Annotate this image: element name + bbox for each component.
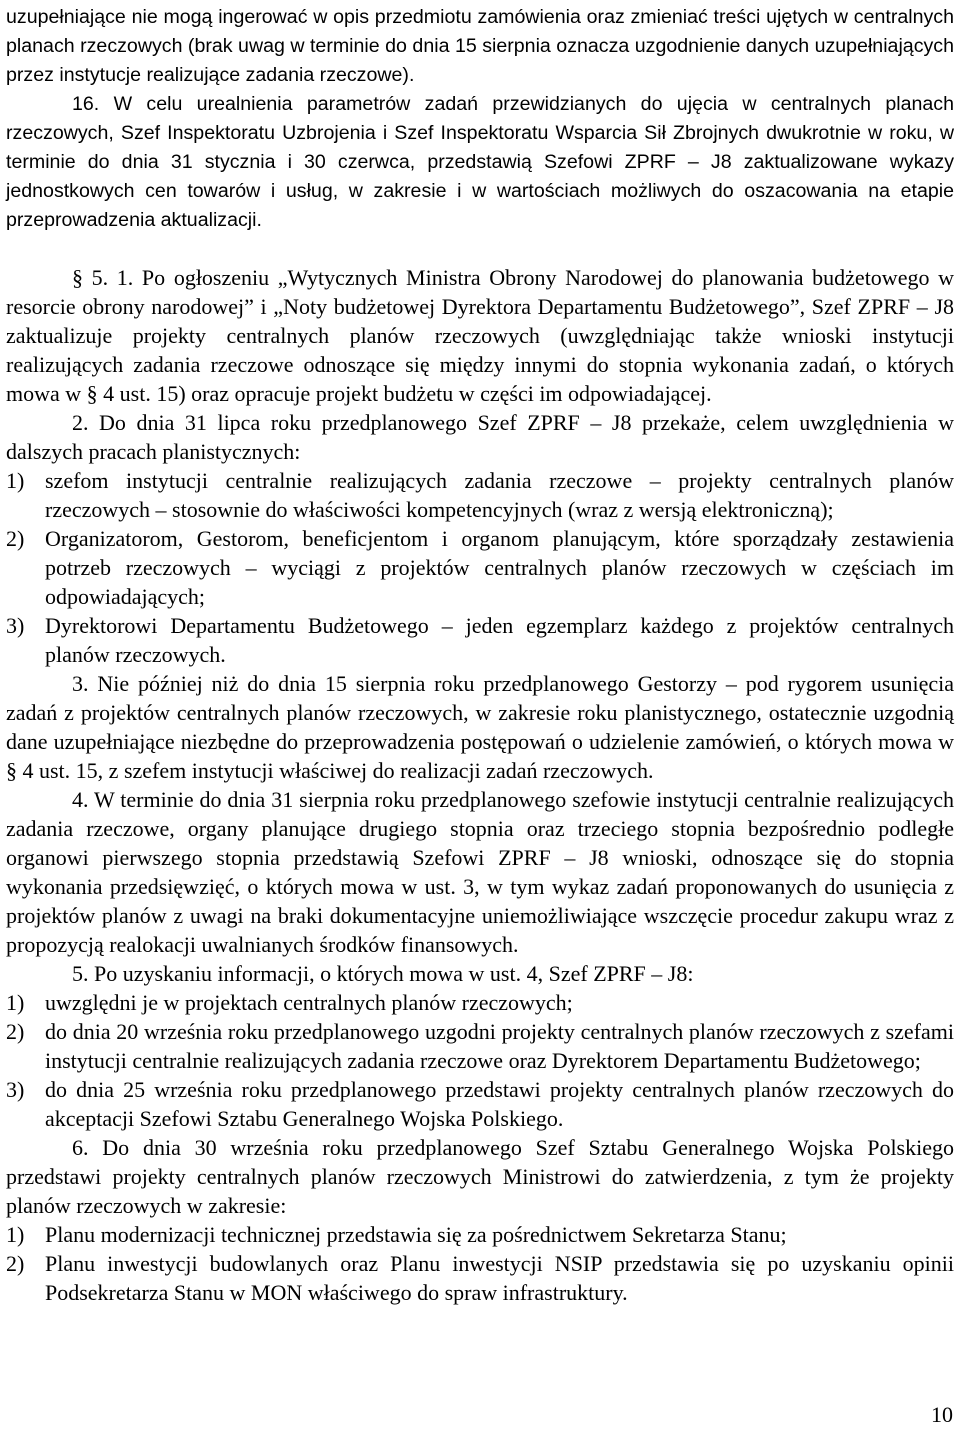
list-item-number: 3) (6, 613, 25, 638)
section-5-paragraph-1: § 5. 1. Po ogłoszeniu „Wytycznych Ministra Obrony Narodowej do planowania budżetowego w resorcie obrony narodowej” i „Noty budżetowej Dyrektora Departamentu Budżetowego”, Szef ZPRF – J8 zaktualizuje projekty centralnych planów rzeczowych (uwzględniając także wnioski instytucji realizujących zadania rzeczowe odnoszące się między innymi do stopnia wykonania zadań, o których mowa w § 4 ust. 15) oraz opracuje projekt budżetu w części im odpowiadającej. (6, 265, 954, 406)
list-item-text: szefom instytucji centralnie realizujących zadania rzeczowe – projekty centralnych planów rzeczowych – stosownie do właściwości kompetencyjnych (wraz z wersją elektroniczną); (45, 468, 954, 522)
list-item-number: 3) (6, 1077, 25, 1102)
document-page (6, 3, 954, 1307)
list-item (6, 611, 954, 669)
list-item (6, 1075, 954, 1133)
list-item-number: 1) (6, 468, 25, 493)
section-5-paragraph-3: 3. Nie później niż do dnia 15 sierpnia roku przedplanowego Gestorzy – pod rygorem usunięcia zadań z projektów centralnych planów rzeczowych, w zakresie roku planistycznego, ostatecznie uzgodnią dane uzupełniające niezbędne do przeprowadzenia postępowań o udzielenie zamówień, o których mowa w § 4 ust. 15, z szefem instytucji właściwej do realizacji zadań rzeczowych. (6, 671, 954, 783)
list-item-number: 1) (6, 990, 25, 1015)
list-item-text: do dnia 25 września roku przedplanowego przedstawi projekty centralnych planów rzeczowych do akceptacji Szefowi Sztabu Generalnego Wojska Polskiego. (45, 1077, 954, 1131)
section-5-paragraph-5: 5. Po uzyskaniu informacji, o których mowa w ust. 4, Szef ZPRF – J8: (72, 961, 694, 986)
list-item-text: Planu modernizacji technicznej przedstawia się za pośrednictwem Sekretarza Stanu; (45, 1222, 787, 1247)
paragraph-16: 16. W celu urealnienia parametrów zadań przewidzianych do ujęcia w centralnych planach rzeczowych, Szef Inspektoratu Uzbrojenia i Szef Inspektoratu Wsparcia Sił Zbrojnych dwukrotnie w roku, w terminie do dnia 31 stycznia i 30 czerwca, przedstawią Szefowi ZPRF – J8 zaktualizowane wykazy jednostkowych cen towarów i usług, w zakresie i w wartościach możliwych do oszacowania na etapie przeprowadzenia aktualizacji. (6, 93, 954, 231)
section-5-paragraph-2: 2. Do dnia 31 lipca roku przedplanowego Szef ZPRF – J8 przekaże, celem uwzględnienia w dalszych pracach planistycznych: (6, 410, 954, 464)
paragraph-intro: uzupełniające nie mogą ingerować w opis przedmiotu zamówienia oraz zmieniać treści ujętych w centralnych planach rzeczowych (brak uwag w terminie do dnia 15 sierpnia oznacza uzgodnienie danych uzupełniających przez instytucje realizujące zadania rzeczowe). (6, 6, 954, 86)
list-item (6, 1249, 954, 1307)
list-item (6, 1220, 954, 1249)
list-item-text: Dyrektorowi Departamentu Budżetowego – jeden egzemplarz każdego z projektów centralnych planów rzeczowych. (45, 613, 954, 667)
section-5-paragraph-4: 4. W terminie do dnia 31 sierpnia roku przedplanowego szefowie instytucji centralnie realizujących zadania rzeczowe, organy planujące drugiego stopnia oraz trzeciego stopnia bezpośrednio podległe organowi pierwszego stopnia przedstawią Szefowi ZPRF – J8 wnioski, odnoszące się do stopnia wykonania przedsięwzięć, o których mowa w ust. 3, w tym wykaz zadań proponowanych do usunięcia z projektów planów z uwagi na braki dokumentacyjne uniemożliwiające wszczęcie procedur zakupu wraz z propozycją realokacji uwalnianych środków finansowych. (6, 787, 954, 957)
list-item-number: 2) (6, 1251, 25, 1276)
list-item-number: 2) (6, 526, 25, 551)
list-item-number: 2) (6, 1019, 25, 1044)
list-item-number: 1) (6, 1222, 25, 1247)
list-item (6, 524, 954, 611)
list-item-text: do dnia 20 września roku przedplanowego uzgodni projekty centralnych planów rzeczowych z szefami instytucji centralnie realizujących zadania rzeczowe oraz Dyrektorem Departamentu Budżetowego; (45, 1019, 954, 1073)
list-item (6, 988, 954, 1017)
section-5-paragraph-6: 6. Do dnia 30 września roku przedplanowego Szef Sztabu Generalnego Wojska Polskiego przedstawi projekty centralnych planów rzeczowych Ministrowi do zatwierdzenia, z tym że projekty planów rzeczowych w zakresie: (6, 1135, 954, 1218)
list-item-text: Planu inwestycji budowlanych oraz Planu inwestycji NSIP przedstawia się po uzyskaniu opinii Podsekretarza Stanu w MON właściwego do spraw infrastruktury. (45, 1251, 954, 1305)
list-item-text: uwzględni je w projektach centralnych planów rzeczowych; (45, 990, 573, 1015)
list-item-text: Organizatorom, Gestorom, beneficjentom i organom planującym, które sporządzały zestawienia potrzeb rzeczowych – wyciągi z projektów centralnych planów rzeczowych w częściach im odpowiadających; (45, 526, 954, 609)
list-item (6, 1017, 954, 1075)
page-number: 10 (931, 1402, 953, 1427)
list-item (6, 466, 954, 524)
